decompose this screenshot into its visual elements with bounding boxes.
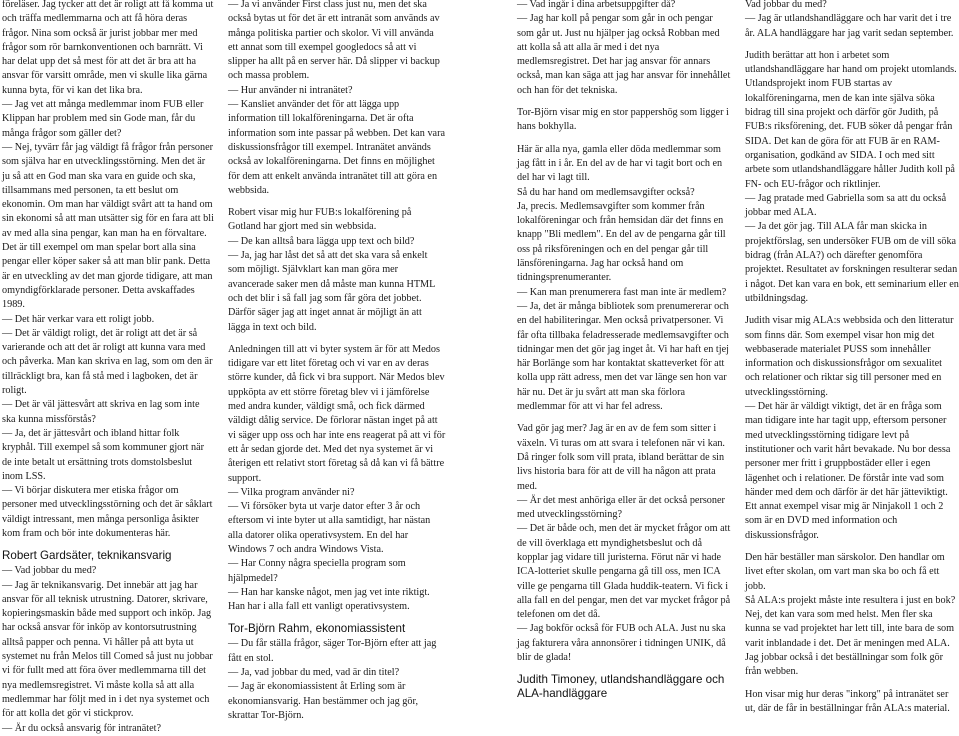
column-4-paragraph: Judith visar mig ALA:s webbsida och den litteratur som finns där. Som exempel visar hon mig det webbaserade materialet PUSS som innehåller information och diskussionsfrågor om sexualitet och relationer och riktar sig till personer med en utvecklingsstörning. — Det här är väldigt viktigt, det är en fråga som man tidigare inte har tagit upp, eftersom personer med utvecklingsstörning tidigare levt på institutioner och varit hårt bevakade. Nu bor dessa personer mer fritt i gruppbostäder eller i egen lägenhet och i relationer. De förstår inte vad som händer med dem och därför är det här jätteviktigt. Ett annat exempel visar mig är Ninjakoll 1 och 2 som är en DVD med information och diskussionsfrågor. bbox=[745, 315, 954, 541]
column-3-paragraph: Här är alla nya, gamla eller döda medlemmar som jag fått in i år. En del av de har vi tagit bort och en del har vi lagt till. Så du har hand om medlemsavgifter också? Ja, precis. Medlemsavgifter som kommer från lokalföreningar och från hemsidan där det finns en knapp "Bli medlem". En del av de pengarna går till oss på riksföreningen och en del pengar går till länsföreningarna. Jag har också hand om tidningsprenumeranter. — Kan man prenumerera fast man inte är medlem? — Ja, det är många bibliotek som prenumererar och en del habiliteringar. Men också privatpersoner. Vi får ofta tillbaka feladresserade medlemsavgifter och tidningar men det gör jag inget åt. Vi har haft en tjej här Borlänge som har kontaktat skatteverket för att kolla upp rätt adress, men det var länge sen hon var här nu. Det är ju svårt att man ska förlora medlemmar för att vi har fel adress. bbox=[517, 143, 729, 413]
column-2-paragraph: — Du får ställa frågor, säger Tor-Björn efter att jag fått en stol. — Ja, vad jobbar du med, vad är din titel? — Jag är ekonomiassistent åt Erling som är ekonomiansvarig. Han bestämmer och jag gör, skrattar Tor-Björn. bbox=[228, 638, 437, 721]
column-4-paragraph: Vad jobbar du med? — Jag är utlandshandläggare och har varit det i tre år. ALA handläggare har jag varit sedan september. bbox=[745, 0, 954, 39]
column-1-paragraph: — Vad jobbar du med? — Jag är teknikansvarig. Det innebär att jag har ansvar för all teknisk utrustning. Datorer, skrivare, kopieringsmaskin både med support och inköp. Jag har också ansvar för inköp av kontorsutrustning alltså papper och penna. Vi håller på att byta ut systemet nu från Melos till Comed så just nu jobbar vi för fullt med att föra över medlemmarna till det nya medlemsregistret. Vi måste kolla så att alla medlemmar har följt med in i det nya systemet och för att kolla det gör vi stickprov. — Är du också ansvarig för intranätet? bbox=[2, 565, 213, 734]
column-4-paragraph: Den här beställer man särskolor. Den handlar om livet efter skolan, om vart man ska bo och få ett jobb. Så ALA:s projekt måste inte resultera i just en bok? Nej, det kan vara som med helst. Men fler ska kunna se vad projektet har lett till, inte bara de som varit inblandade i det. Det är meningen med ALA. Jag jobbar också i det beställningar som folk gör från webben. bbox=[745, 551, 956, 678]
column-2 bbox=[228, 0, 446, 721]
column-3-paragraph: Tor-Björn visar mig en stor pappershög som ligger i hans bokhylla. bbox=[517, 107, 729, 133]
column-4 bbox=[745, 0, 959, 714]
column-2-paragraph: Robert visar mig hur FUB:s lokalförening på Gotland har gjort med sin webbsida. — De kan alltså bara lägga upp text och bild? — Ja, jag har låst det så att det ska vara så enkelt som möjligt. Självklart kan man göra mer avancerade saker men då måste man kunna HTML och det blir i så fall jag som får göra det jobbet. Därför säger jag att inget annat är möjligt än att lägga in text och bild. bbox=[228, 207, 435, 333]
column-1-paragraph: föreläser. Jag tycker att det är roligt att få komma ut och träffa medlemmarna och att få höra deras frågor. Nina som också är jurist jobbar mer med frågor som rör barnkonventionen och barnrätt. Vi har delat upp det så mest för att det är bra att ha ansvar för varsitt område, men vi skulle lika gärna kunna byta, för vi kan det lika bra. — Jag vet att många medlemmar inom FUB eller Klippan har problem med sin Gode man, får du många frågor som gäller det? — Nej, tyvärr får jag väldigt få frågor från personer som själva har en utvecklingsstörning. Men det är ju så att en God man ska vara en guide och ska, tillsammans med personen, ta ett beslut om ekonomin. Om man har väldigt svårt att ta hand om sin ekonomi så att man utsätter sig för en fara att bli av med alla sina pengar, kan man ha en förvaltare. Det är till exempel om man spelar bort alla sina pengar eller köper saker så att man blir pank. Detta är en utveckling av det man gjorde tidigare, att man omyndigförklarade personer. Detta avskaffades 1989. — Det här verkar vara ett roligt jobb. — Det är väldigt roligt, det är roligt att det är så varierande och att det är roligt att kunna vara med och påverka. Man kan skriva en lag, som om den är tillräckligt bra, kan få stå med i lagboken, det är roligt. — Det är väl jättesvårt att skriva en lag som inte ska kunna missförstås? — Ja, det är jättesvårt och ibland hittar folk kryphål. Till exempel så som kommuner gjort när de inte betalt ut ersättning trots domstolsbeslut inom LSS. — Vi börjar diskutera mer etiska frågor om personer med utvecklingsstörning och det är såklart väldigt intressant, men många personliga åsikter kom fram och bör inte dokumenteras här. bbox=[2, 0, 214, 539]
column-1 bbox=[2, 0, 215, 734]
column-3-paragraph: — Vad ingår i dina arbetsuppgifter då? — Jag har koll på pengar som går in och pengar som går ut. Just nu hjälper jag också Robban med att kolla så att alla är med i det nya medlemsregistret. Det har jag ansvar för annars också, man kan säga att jag har ansvar för innehållet och han för det tekniska. bbox=[517, 0, 731, 96]
heading-tor-bjorn-rahm: Tor-Björn Rahm, ekonomiassistent bbox=[228, 622, 406, 636]
column-2-paragraph: Anledningen till att vi byter system är för att Medos tidigare var ett litet företag och vi var en av deras större kunder, då fick vi bra support. När Medos blev uppköpta av ett större företag blev vi i jämförelse med andra kunder, väldigt små, och fick därmed väldigt dålig service. De förlorar nästan inget på att vi säger upp oss och har inte ens reagerat på att vi för ett år sedan gjorde det. Med det nya systemet är vi återigen ett relativt stort företag så då kan vi få bättre support. — Vilka program använder ni? — Vi försöker byta ut varje dator efter 3 år och eftersom vi inte byter ut alla samtidigt, har nästan alla datorer olika operativsystem. En del har Windows 7 och andra Windows Vista. — Har Conny några speciella program som hjälpmedel? — Han har kanske något, men jag vet inte riktigt. Han har i alla fall ett vanligt operativsystem. bbox=[228, 343, 446, 613]
column-2-paragraph: — Ja vi använder First class just nu, men det ska också bytas ut för det är ett intranät som används av många politiska partier och skolor. Vi vill använda ett annat som till exempel googledocs så att vi slipper ha allt på en server här. Då slipper vi backup och massa problem. — Hur använder ni intranätet? — Kansliet använder det för att lägga upp information till lokalföreningarna. Det är ofta information som inte passar på webben. Det kan vara diskussionsfrågor till exempel. Intranätet används också av lokalföreningarna. Det finns en möjlighet för dem att enkelt använda intranätet till att göra en webbsida. bbox=[228, 0, 445, 196]
column-4-paragraph: Judith berättar att hon i arbetet som utlandshandläggare har hand om projekt utomlands. Utlandsprojekt inom FUB startas av lokalföreningarna, men de kan inte själva söka bidrag till sina projekt och därför gör Judith, på FUB:s riksförening, det. FUB söker då pengar från SIDA. Det kan de göra för att FUB är en RAM-organisation, godkänd av SIDA. I och med sitt arbete som utlandshandläggare håller Judith koll på FN- och EU-frågor och riktlinjer. — Jag pratade med Gabriella som sa att du också jobbar med ALA. — Ja det gör jag. Till ALA får man skicka in projektförslag, sen undersöker FUB om de vill söka bidrag (från ALA?) och därefter genomföra projektet. Resultatet av forskningen resulterar sedan i något. Det kan vara en bok, ett seminarium eller en utbildningsdag. bbox=[745, 49, 959, 304]
column-3-paragraph: Vad gör jag mer? Jag är en av de fem som sitter i växeln. Vi turas om att svara i telefonen när vi kan. Då ringer folk som vill prata, ibland berättar de sin livs historia bara för att de vill ha någon att prata med. — Är det mest anhöriga eller är det också personer med utvecklingsstörning? — Det är både och, men det är mycket frågor om att de vill överklaga ett myndighetsbeslut och då kopplar jag vidare till juristerna. Förut när vi hade ICA-lotteriet skulle pengarna gå till oss, men ICA ville ge pengarna till Glada huddik-teatern. Vi fick i alla fall en del pengar, men det var mycket frågor på telefonen om det då. — Jag bokför också för FUB och ALA. Just nu ska jag fakturera våra annonsörer i tidningen UNIK, då blir de glada! bbox=[517, 423, 731, 664]
heading-robert-gardsater: Robert Gardsäter, teknikansvarig bbox=[2, 549, 172, 563]
column-4-paragraph: Hon visar mig hur deras "inkorg" på intranätet ser ut, där de får in beställningar från ALA:s material. bbox=[745, 688, 950, 714]
column-3 bbox=[517, 0, 732, 701]
heading-judith-timoney: Judith Timoney, utlandshandläggare och ALA-handläggare bbox=[517, 673, 725, 701]
